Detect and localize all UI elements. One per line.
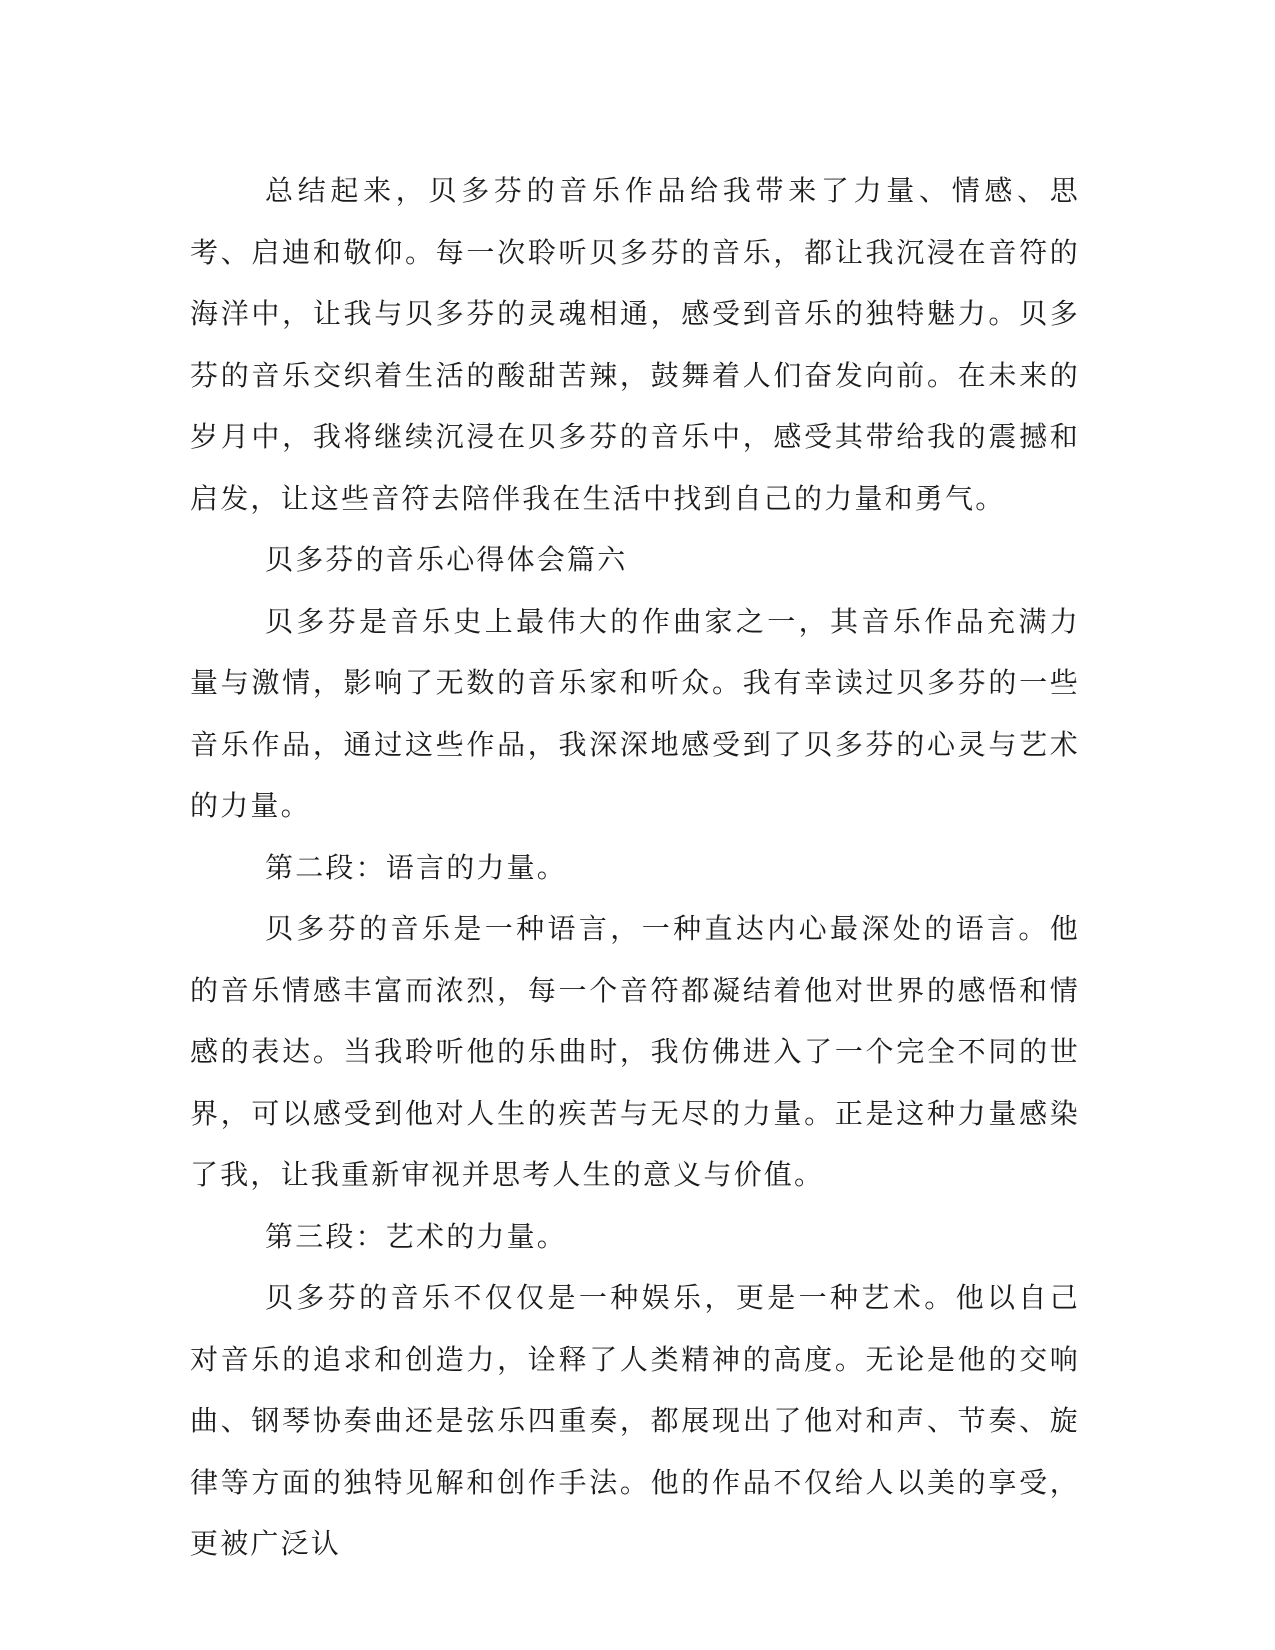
paragraph-conclusion: 总结起来，贝多芬的音乐作品给我带来了力量、情感、思考、启迪和敬仰。每一次聆听贝多芬的音乐，都让我沉浸在音符的海洋中，让我与贝多芬的灵魂相通，感受到音乐的独特魅力。贝多芬的音乐交织着生活的酸甜苦辣，鼓舞着人们奋发向前。在未来的岁月中，我将继续沉浸在贝多芬的音乐中，感受其带给我的震撼和启发，让这些音符去陪伴我在生活中找到自己的力量和勇气。	[190, 174, 1080, 515]
section-heading-2: 第二段：语言的力量。	[265, 850, 568, 884]
section-heading-3: 第三段：艺术的力量。	[265, 1219, 568, 1253]
document-body	[190, 160, 1080, 1575]
paragraph-art: 贝多芬的音乐不仅仅是一种娱乐，更是一种艺术。他以自己对音乐的追求和创造力，诠释了人类精神的高度。无论是他的交响曲、钢琴协奏曲还是弦乐四重奏，都展现出了他对和声、节奏、旋律等方面的独特见解和创作手法。他的作品不仅给人以美的享受，更被广泛认	[190, 1281, 1080, 1560]
section-heading: 贝多芬的音乐心得体会篇六	[265, 543, 628, 576]
paragraph-intro: 贝多芬是音乐史上最伟大的作曲家之一，其音乐作品充满力量与激情，影响了无数的音乐家和听众。我有幸读过贝多芬的一些音乐作品，通过这些作品，我深深地感受到了贝多芬的心灵与艺术的力量。	[190, 604, 1080, 822]
paragraph-language: 贝多芬的音乐是一种语言，一种直达内心最深处的语言。他的音乐情感丰富而浓烈，每一个音符都凝结着他对世界的感悟和情感的表达。当我聆听他的乐曲时，我仿佛进入了一个完全不同的世界，可以感受到他对人生的疾苦与无尽的力量。正是这种力量感染了我，让我重新审视并思考人生的意义与价值。	[190, 912, 1080, 1191]
